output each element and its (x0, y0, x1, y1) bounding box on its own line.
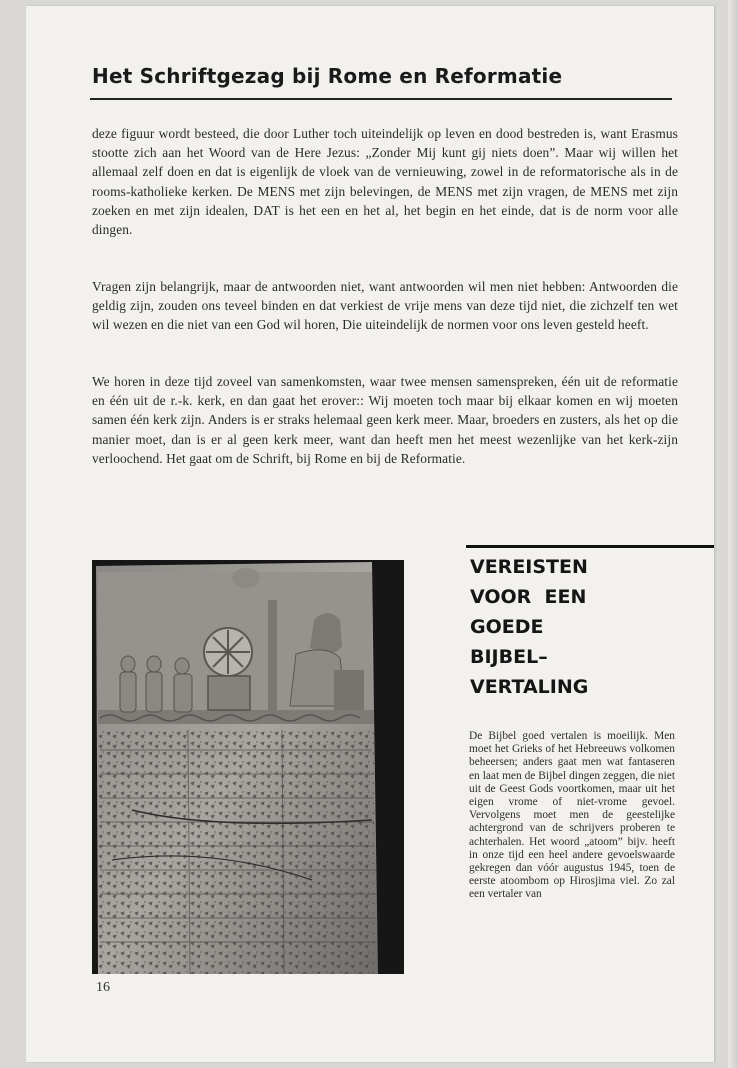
body-paragraph-3: We horen in deze tijd zoveel van samenkomsten, waar twee mensen samenspreken, één uit de reformatie en één uit de r.-k. kerk, en dan gaat het erover:: Wij moeten toch maar bij elkaar komen en wij moeten samen één kerk zijn. Anders is er straks helemaal geen kerk meer. Maar, broeders en zusters, als het op die manier moet, dan is er al geen kerk meer, want dan heeft men het meest wezenlijke van het kerk-zijn verloochend. Het gaat om de Schrift, bij Rome en bij de Reformatie. (92, 374, 678, 466)
body-paragraph-1: deze figuur wordt besteed, die door Luther toch uiteindelijk op leven en dood bestreden is, want Erasmus stootte zich aan het Woord van de Here Jezus: „Zonder Mij kunt gij niets doen”. Maar wij willen het allemaal zelf doen en dat is eigenlijk de vloek van de vernieuwing, zowel in de reformatorische als in de rooms-katholieke kerken. De MENS met zijn belevingen, de MENS met zijn vragen, de MENS met zijn zoeken en met zijn idealen, DAT is het een en het al, het begin en het einde, dat is de norm voor alle dingen. (92, 126, 678, 238)
stone-tablet-photo (92, 560, 404, 974)
page-number: 16 (96, 980, 110, 995)
tablet-illustration (92, 560, 404, 974)
sidebar-heading-line: VERTALING (470, 676, 589, 698)
title-underline (90, 98, 672, 100)
sidebar-heading-line: VEREISTEN (470, 556, 588, 578)
sidebar-top-rule (466, 545, 714, 548)
sidebar-heading-line: VOOR EEN (470, 586, 587, 608)
sidebar-heading-line: GOEDE (470, 616, 544, 638)
body-paragraph-2: Vragen zijn belangrijk, maar de antwoorden niet, want antwoorden wil men niet hebben: Antwoorden die geldig zijn, zouden ons teveel binden en dat verkiest de vrije mens van deze tijd niet, die zichzelf ten wet wil wezen en die niet van een God wil horen, Die uiteindelijk de normen voor ons leven gesteld heeft. (92, 279, 678, 333)
page-edge (728, 0, 738, 1068)
sidebar-heading (470, 552, 670, 702)
sidebar-heading-line: BIJBEL– (470, 646, 548, 668)
sidebar-body-text: De Bijbel goed vertalen is moeilijk. Men moet het Grieks of het Hebreeuws volkomen beheersen; anders gaat men wat fantaseren en laat men de Bijbel dingen zeggen, die niet uit de Geest Gods voortkomen, maar uit het eigen vrome of niet-vrome gevoel. Vervolgens moet men de geestelijke achtergrond van de schrijvers proberen te achterhalen. Het woord „atoom” bijv. heeft in onze tijd een heel andere gevoelswaarde gekregen dan vóór augustus 1945, toen de eerste atoombom op Hirosjima viel. Zo zal een vertaler van (469, 730, 675, 901)
page-title: Het Schriftgezag bij Rome en Reformatie (92, 64, 563, 88)
